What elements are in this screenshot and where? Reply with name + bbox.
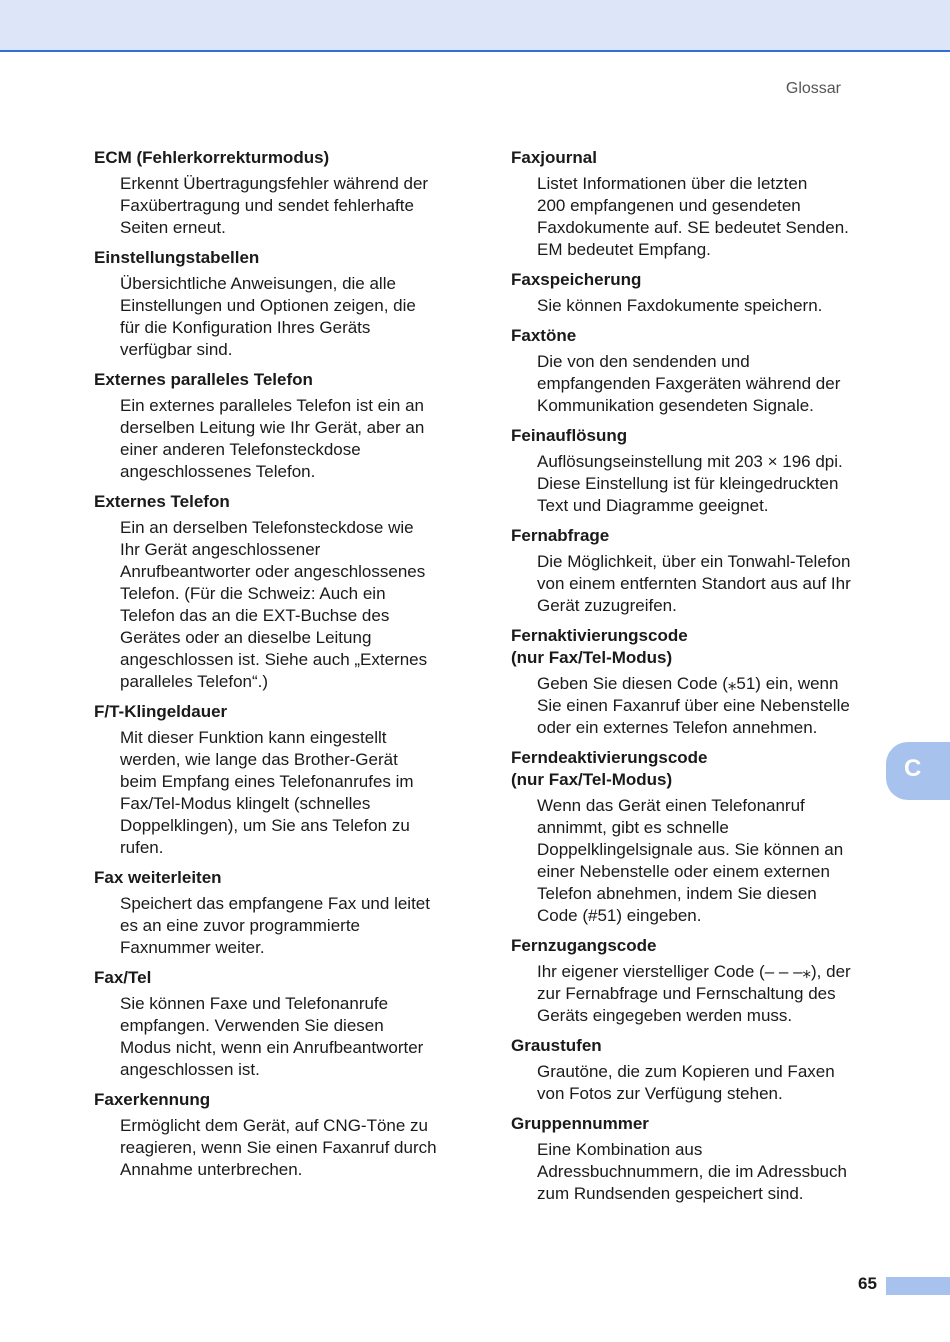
chapter-tab (886, 742, 950, 800)
glossary-term-line: Fernaktivierungscode (511, 626, 688, 645)
glossary-definition-line: Speichert das empfangene Fax und leitet (120, 894, 430, 913)
glossary-definition-line: Listet Informationen über die letzten (537, 174, 808, 193)
glossary-definition (537, 961, 886, 1027)
glossary-definition-line: Telefon abnehmen, indem Sie diesen (537, 884, 817, 903)
glossary-definition-line: Faxübertragung und sendet fehlerhafte (120, 196, 414, 215)
glossary-definition-line: empfangenden Faxgeräten während der (537, 374, 841, 393)
glossary-term-line: F/T-Klingeldauer (94, 702, 228, 721)
glossary-definition (537, 295, 886, 317)
page-number: 65 (858, 1274, 877, 1293)
glossary-term (511, 625, 886, 669)
glossary-definition-line: Ihr eigener vierstelliger Code (– – –⁎), der (537, 962, 851, 981)
glossary-definition-line: Doppelklingelsignale aus. Sie können an (537, 840, 844, 859)
glossary-definition-line: Geräts eingegeben werden muss. (537, 1006, 793, 1025)
glossary-entry (94, 491, 464, 693)
glossary-definition-line: 200 empfangenen und gesendeten (537, 196, 801, 215)
glossary-entry (511, 747, 886, 927)
glossary-term (511, 935, 886, 957)
glossary-definition (537, 1061, 886, 1105)
glossary-definition-line: Telefon das an die EXT-Buchse des (120, 606, 390, 625)
glossary-definition-line: Wenn das Gerät einen Telefonanruf (537, 796, 805, 815)
glossary-definition (120, 893, 464, 959)
glossary-term-line: ECM (Fehlerkorrekturmodus) (94, 148, 330, 167)
glossary-term (511, 525, 886, 547)
glossary-entry (94, 867, 464, 959)
glossary-definition-line: oder ein externes Telefon annehmen. (537, 718, 818, 737)
glossary-term (511, 1113, 886, 1135)
glossary-definition (120, 273, 464, 361)
glossary-definition (537, 1139, 886, 1205)
glossary-definition-line: Fax/Tel-Modus klingelt (schnelles (120, 794, 371, 813)
glossary-definition-line: Auflösungseinstellung mit 203 × 196 dpi. (537, 452, 843, 471)
glossary-entry (511, 525, 886, 617)
glossary-definition-line: von einem entfernten Standort aus auf Ihr (537, 574, 851, 593)
glossary-term (511, 747, 886, 791)
glossary-term (94, 867, 464, 889)
glossary-term (511, 1035, 886, 1057)
glossary-term-line: Fernabfrage (511, 526, 610, 545)
glossary-definition (120, 173, 464, 239)
glossary-definition (537, 795, 886, 927)
header-band (0, 0, 950, 52)
glossary-term-line: Einstellungstabellen (94, 248, 260, 267)
glossary-term (94, 247, 464, 269)
glossary-definition-line: Text und Diagramme geeignet. (537, 496, 769, 515)
glossary-definition-line: beim Empfang eines Telefonanrufes im (120, 772, 414, 791)
glossary-term-line: Feinauflösung (511, 426, 628, 445)
glossary-definition-line: rufen. (120, 838, 164, 857)
glossary-definition (120, 517, 464, 693)
glossary-definition-line: Ihr Gerät angeschlossener (120, 540, 321, 559)
glossary-definition-line: paralleles Telefon“.) (120, 672, 269, 691)
glossary-term-line: Ferndeaktivierungscode (511, 748, 708, 767)
glossary-definition-line: derselben Leitung wie Ihr Gerät, aber an (120, 418, 425, 437)
glossary-definition-line: angeschlossen ist. (120, 1060, 260, 1079)
glossary-definition-line: Doppelklingen), um Sie ans Telefon zu (120, 816, 410, 835)
glossary-definition-line: Die von den sendenden und (537, 352, 750, 371)
glossary-term-line: Faxjournal (511, 148, 597, 167)
glossary-term (511, 325, 886, 347)
glossary-term-line: Gruppennummer (511, 1114, 649, 1133)
glossary-term-line: Fax/Tel (94, 968, 152, 987)
glossary-term (94, 701, 464, 723)
glossary-entry (511, 147, 886, 261)
glossary-definition-line: Anrufbeantworter oder angeschlossenes (120, 562, 426, 581)
glossary-definition-line: für die Konfiguration Ihres Geräts (120, 318, 371, 337)
glossary-definition-line: Code (#51) eingeben. (537, 906, 702, 925)
glossary-term (94, 147, 464, 169)
glossary-term-line: Faxerkennung (94, 1090, 211, 1109)
glossary-definition-line: empfangen. Verwenden Sie diesen (120, 1016, 384, 1035)
glossary-definition-line: Gerätes oder an dieselbe Leitung (120, 628, 372, 647)
glossary-entry (94, 369, 464, 483)
glossary-definition-line: Adressbuchnummern, die im Adressbuch (537, 1162, 847, 1181)
glossary-term-line: (nur Fax/Tel-Modus) (511, 770, 673, 789)
glossary-definition-line: Die Möglichkeit, über ein Tonwahl-Telefon (537, 552, 851, 571)
glossary-term (511, 269, 886, 291)
glossary-definition-line: Übersichtliche Anweisungen, die alle (120, 274, 396, 293)
glossary-definition (537, 673, 886, 739)
glossary-definition (537, 351, 886, 417)
glossary-definition-line: es an eine zuvor programmierte (120, 916, 361, 935)
glossary-definition-line: Kommunikation gesendeten Signale. (537, 396, 814, 415)
glossary-term-line: Graustufen (511, 1036, 602, 1055)
glossary-definition-line: werden, wie lange das Brother-Gerät (120, 750, 398, 769)
glossary-term-line: Faxtöne (511, 326, 577, 345)
glossary-term (94, 1089, 464, 1111)
glossary-term (94, 491, 464, 513)
glossary-definition-line: Telefon. (Für die Schweiz: Auch ein (120, 584, 386, 603)
glossary-definition (120, 1115, 464, 1181)
section-title: Glossar (785, 80, 841, 97)
glossary-definition-line: Ein an derselben Telefonsteckdose wie (120, 518, 414, 537)
glossary-term (511, 425, 886, 447)
glossary-entry (511, 425, 886, 517)
glossary-definition-line: Diese Einstellung ist für kleingedruckten (537, 474, 839, 493)
glossary-entry (511, 625, 886, 739)
glossary-definition-line: Ein externes paralleles Telefon ist ein an (120, 396, 424, 415)
glossary-column-left (94, 147, 464, 1189)
glossary-definition-line: von Fotos zur Verfügung stehen. (537, 1084, 783, 1103)
glossary-term-line: Externes paralleles Telefon (94, 370, 313, 389)
glossary-definition-line: angeschlossenes Telefon. (120, 462, 316, 481)
glossary-definition-line: Ermöglicht dem Gerät, auf CNG-Töne zu (120, 1116, 429, 1135)
page-number-band (886, 1277, 950, 1295)
glossary-definition-line: Sie können Faxe und Telefonanrufe (120, 994, 389, 1013)
glossary-entry (511, 935, 886, 1027)
glossary-entry (94, 147, 464, 239)
glossary-definition-line: Einstellungen und Optionen zeigen, die (120, 296, 416, 315)
glossary-definition (537, 451, 886, 517)
glossary-definition-line: Seiten erneut. (120, 218, 226, 237)
glossary-entry (94, 701, 464, 859)
glossary-term (94, 369, 464, 391)
glossary-definition (120, 993, 464, 1081)
glossary-definition-line: zum Rundsenden gespeichert sind. (537, 1184, 804, 1203)
glossary-term-line: Fernzugangscode (511, 936, 657, 955)
glossary-definition-line: Mit dieser Funktion kann eingestellt (120, 728, 387, 747)
glossary-definition-line: Eine Kombination aus (537, 1140, 703, 1159)
glossary-definition-line: reagieren, wenn Sie einen Faxanruf durch (120, 1138, 437, 1157)
glossary-column-right (511, 147, 886, 1213)
glossary-definition (537, 173, 886, 261)
glossary-definition-line: annimmt, gibt es schnelle (537, 818, 729, 837)
glossary-definition-line: Geben Sie diesen Code (⁎51) ein, wenn (537, 674, 839, 693)
glossary-definition-line: Erkennt Übertragungsfehler während der (120, 174, 429, 193)
glossary-definition-line: einer Nebenstelle oder einem externen (537, 862, 830, 881)
glossary-definition-line: Faxdokumente auf. SE bedeutet Senden. (537, 218, 849, 237)
glossary-definition-line: Modus nicht, wenn ein Anrufbeantworter (120, 1038, 424, 1057)
glossary-entry (511, 1035, 886, 1105)
glossary-term (511, 147, 886, 169)
glossary-definition-line: Grautöne, die zum Kopieren und Faxen (537, 1062, 835, 1081)
glossary-definition-line: Sie können Faxdokumente speichern. (537, 296, 823, 315)
glossary-definition-line: Faxnummer weiter. (120, 938, 265, 957)
glossary-definition-line: verfügbar sind. (120, 340, 233, 359)
glossary-entry (511, 1113, 886, 1205)
glossary-definition-line: einer anderen Telefonsteckdose (120, 440, 361, 459)
glossary-term-line: Fax weiterleiten (94, 868, 222, 887)
glossary-definition-line: angeschlossen ist. Siehe auch „Externes (120, 650, 428, 669)
glossary-term (94, 967, 464, 989)
glossary-definition-line: Annahme unterbrechen. (120, 1160, 303, 1179)
glossary-definition-line: Gerät zuzugreifen. (537, 596, 677, 615)
glossary-entry (94, 967, 464, 1081)
glossary-definition-line: zur Fernabfrage und Fernschaltung des (537, 984, 836, 1003)
glossary-term-line: Faxspeicherung (511, 270, 642, 289)
glossary-entry (511, 269, 886, 317)
glossary-definition (120, 395, 464, 483)
glossary-definition (120, 727, 464, 859)
glossary-definition-line: EM bedeutet Empfang. (537, 240, 711, 259)
glossary-definition (537, 551, 886, 617)
glossary-entry (94, 1089, 464, 1181)
glossary-entry (94, 247, 464, 361)
glossary-term-line: Externes Telefon (94, 492, 230, 511)
glossary-entry (511, 325, 886, 417)
glossary-term-line: (nur Fax/Tel-Modus) (511, 648, 673, 667)
chapter-tab-label: C (904, 755, 922, 782)
glossary-definition-line: Sie einen Faxanruf über eine Nebenstelle (537, 696, 850, 715)
